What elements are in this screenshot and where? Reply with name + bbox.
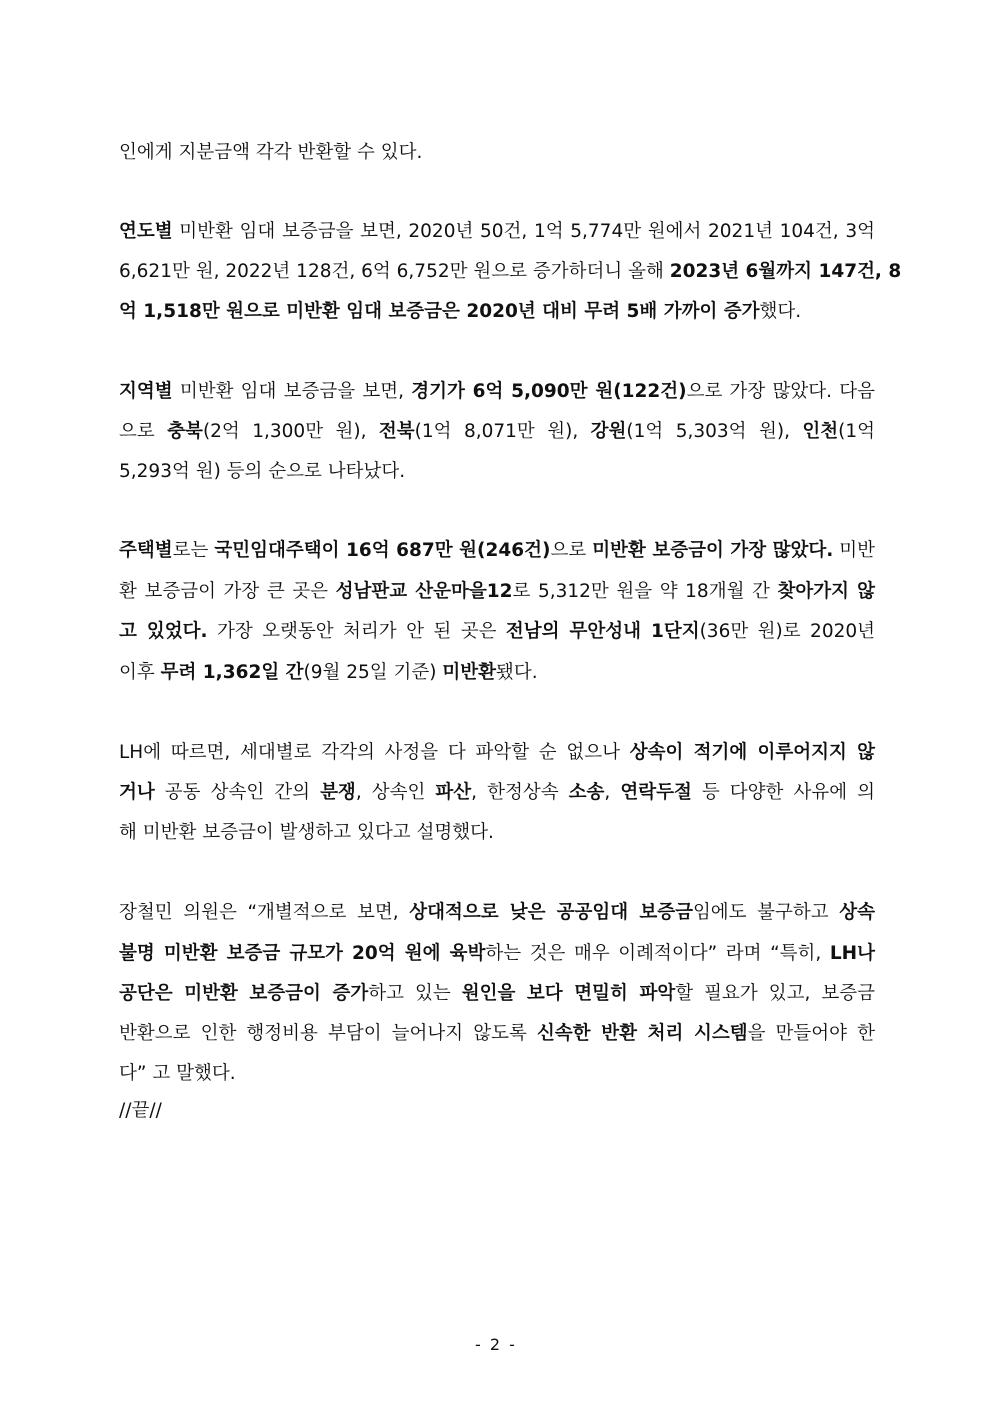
- paragraph-5-line-4: [119, 1022, 875, 1046]
- bold-text-run: 불명 미반환 보증금 규모가 20억 원에 육박: [119, 943, 486, 964]
- paragraph-2-line-2: [119, 420, 875, 444]
- text-run: ,: [604, 782, 621, 803]
- text-run: 임에도 불구하고: [692, 902, 840, 923]
- bold-text-run: 인천: [802, 421, 839, 442]
- bold-text-run: 억 1,518만 원으로 미반환 임대 보증금은 2020년 대비 무려 5배 가까이 증가: [119, 301, 760, 322]
- bold-text-run: 전남의 무안성내 1단지: [505, 621, 700, 642]
- bold-text-run: 경기가 6억 5,090만 원(122건): [411, 381, 687, 402]
- text-run: 이후: [119, 662, 161, 683]
- bold-text-run: 무려 1,362일 간: [160, 662, 304, 683]
- text-run: , 상속인: [355, 782, 436, 803]
- text-run: 할 필요가 있고, 보증금: [675, 983, 875, 1004]
- text-run: 다” 고 말했다.: [119, 1063, 236, 1084]
- bold-text-run: 충북: [167, 421, 203, 442]
- bold-text-run: 주택별: [119, 540, 173, 561]
- text-run: 해 미반환 보증금이 발생하고 있다고 설명했다.: [119, 822, 494, 843]
- paragraph-3-line-3: [119, 620, 875, 644]
- text-run: 미반환 임대 보증금을 보면, 2020년 50건, 1억 5,774만 원에서 2021년 104건, 3억: [172, 221, 875, 242]
- paragraph-2-line-3: [119, 460, 405, 484]
- text-run: 공동 상속인 간의: [154, 782, 321, 803]
- bold-text-run: 전북: [378, 421, 415, 442]
- text-run: , 한정상속: [471, 782, 569, 803]
- bold-text-run: 2023년 6월까지 147건, 8: [669, 261, 902, 282]
- text-run: 6,621만 원, 2022년 128건, 6억 6,752만 원으로 증가하더니 올해: [119, 261, 670, 282]
- text-run: (2억 1,300만 원),: [202, 421, 379, 442]
- paragraph-1-line-2: [119, 260, 902, 284]
- text-run: 반환으로 인한 행정비용 부담이 늘어나지 않도록: [119, 1023, 537, 1044]
- text-run: 로는: [172, 540, 215, 561]
- bold-text-run: 미반환 보증금이 가장 많았다.: [592, 540, 834, 561]
- paragraph-5-line-3: [119, 982, 875, 1006]
- paragraph-4-line-2: [119, 781, 875, 805]
- text-run: 장철민 의원은 “개별적으로 보면,: [119, 902, 410, 923]
- text-run: 으로: [550, 540, 593, 561]
- bold-text-run: 상속이 적기에 이루어지지 않: [629, 742, 875, 763]
- paragraph-4-line-1: [119, 741, 875, 765]
- paragraph-2-line-1: [119, 380, 875, 404]
- text-run: 5,293억 원) 등의 순으로 나타났다.: [119, 461, 406, 482]
- text-run: 을 만들어야 한: [747, 1023, 875, 1044]
- bold-text-run: 상속: [839, 902, 876, 923]
- page-number: - 2 -: [475, 1335, 517, 1354]
- bold-text-run: 분쟁: [320, 782, 356, 803]
- bold-text-run: 공단은 미반환 보증금이 증가: [119, 983, 369, 1004]
- text-run: 가장 오랫동안 처리가 안 된 곳은: [207, 621, 506, 642]
- paragraph-5-line-2: [119, 942, 875, 966]
- paragraph-5-line-5: [119, 1062, 236, 1086]
- bold-text-run: 미반환: [442, 662, 497, 683]
- text-run: 하고 있는: [368, 983, 462, 1004]
- text-run: 환 보증금이 가장 큰 곳은: [119, 581, 336, 602]
- bold-text-run: 연락두절: [620, 782, 692, 803]
- paragraph-1-line-1: [119, 220, 875, 244]
- text-run: 미반: [833, 540, 876, 561]
- bold-text-run: 성남판교 산운마을12: [335, 581, 513, 602]
- text-run: 로 5,312만 원을 약 18개월 간: [512, 581, 778, 602]
- text-run: (9월 25일 기준): [303, 662, 443, 683]
- bold-text-run: 상대적으로 낮은 공공임대 보증금: [409, 902, 693, 923]
- bold-text-run: 고 있었다.: [119, 621, 208, 642]
- bold-text-run: LH나: [829, 943, 876, 964]
- paragraph-3-line-2: [119, 580, 875, 604]
- bold-text-run: 찾아가지 않: [777, 581, 875, 602]
- bold-text-run: 원인을 보다 면밀히 파악: [461, 983, 676, 1004]
- paragraph-5-line-1: [119, 901, 875, 925]
- end-mark: //끝//: [119, 1100, 162, 1121]
- bold-text-run: 연도별: [119, 221, 173, 242]
- text-run: 으로 가장 많았다. 다음: [686, 381, 875, 402]
- paragraph-3-line-1: [119, 539, 875, 563]
- bold-text-run: 국민임대주택이 16억 687만 원(246건): [214, 540, 551, 561]
- text-run: (1억 5,303억 원),: [626, 421, 803, 442]
- text-run: 하는 것은 매우 이례적이다” 라며 “특히,: [485, 943, 830, 964]
- text-run: 으로: [119, 421, 168, 442]
- text-run: 미반환 임대 보증금을 보면,: [172, 381, 412, 402]
- paragraph-1-line-3: [119, 300, 801, 324]
- bold-text-run: 거나: [119, 782, 155, 803]
- paragraph-0-line-1: 인에게 지분금액 각각 반환할 수 있다.: [119, 142, 423, 163]
- bold-text-run: 강원: [590, 421, 627, 442]
- bold-text-run: 신속한 반환 처리 시스템: [536, 1023, 748, 1044]
- bold-text-run: 파산: [435, 782, 472, 803]
- paragraph-4-line-3: [119, 821, 494, 845]
- text-run: (1억: [838, 421, 875, 442]
- text-run: 됐다.: [496, 662, 538, 683]
- bold-text-run: 지역별: [119, 381, 173, 402]
- text-run: LH에 따르면, 세대별로 각각의 사정을 다 파악할 순 없으나: [119, 742, 630, 763]
- text-run: 등 다양한 사유에 의: [691, 782, 875, 803]
- text-run: (1억 8,071만 원),: [414, 421, 591, 442]
- text-run: (36만 원)로 2020년: [699, 621, 876, 642]
- paragraph-3-line-4: [119, 661, 538, 685]
- bold-text-run: 소송: [568, 782, 605, 803]
- text-run: 했다.: [759, 301, 802, 322]
